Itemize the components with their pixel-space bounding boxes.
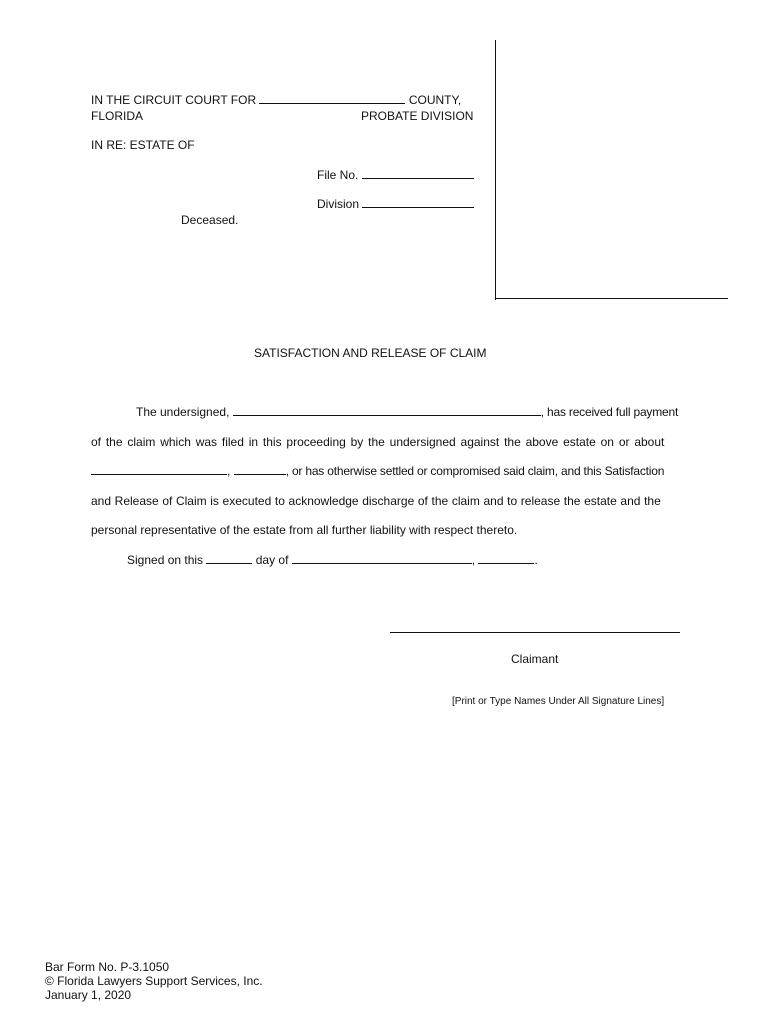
file-no-field[interactable] [362, 177, 474, 179]
day-of-label: day of [255, 553, 289, 567]
file-no-row [317, 168, 474, 183]
form-date: January 1, 2020 [45, 988, 132, 1002]
body-line-2-text: of the claim which was filed in this proceeding by the undersigned against the above estate on or about [91, 435, 665, 449]
court-line-prefix: IN THE CIRCUIT COURT FOR [91, 93, 257, 107]
signed-comma: , [471, 553, 476, 567]
document-title: SATISFACTION AND RELEASE OF CLAIM [254, 346, 487, 360]
undersigned-label: The undersigned, [136, 405, 230, 419]
body-line-4 [91, 494, 681, 509]
division-field[interactable] [362, 206, 474, 208]
deceased-label: Deceased. [181, 213, 239, 227]
caption-vertical-rule [495, 40, 496, 300]
signed-month-field[interactable] [292, 562, 472, 564]
copyright-line: © Florida Lawyers Support Services, Inc. [45, 974, 263, 988]
settled-text: , or has otherwise settled or compromised said claim, and this Satisfaction [285, 464, 665, 478]
signed-line [91, 553, 681, 568]
body-line-1 [91, 405, 681, 420]
caption-horizontal-rule [495, 298, 728, 299]
print-names-note: [Print or Type Names Under All Signature Lines] [452, 696, 665, 707]
bar-form-number: Bar Form No. P-3.1050 [45, 960, 170, 974]
claim-date-field[interactable] [91, 473, 227, 475]
state-label: FLORIDA [91, 109, 144, 123]
claim-date-comma: , [227, 464, 231, 478]
signed-period: . [534, 553, 538, 567]
file-no-label: File No. [317, 168, 359, 182]
body-line-5-text: personal representative of the estate from all further liability with respect thereto. [91, 523, 518, 537]
county-name-field[interactable] [259, 102, 405, 104]
signed-day-field[interactable] [206, 562, 252, 564]
body-line-3 [91, 464, 681, 479]
signed-year-field[interactable] [478, 562, 534, 564]
division-label: PROBATE DIVISION [361, 109, 474, 123]
claimant-name-field[interactable] [233, 414, 541, 416]
county-label: COUNTY, [408, 93, 462, 107]
division-row [317, 197, 474, 212]
body-line-4-text: and Release of Claim is executed to acknowledge discharge of the claim and to release the estate and the [91, 494, 661, 508]
claimant-label: Claimant [511, 652, 559, 666]
in-re-estate-label: IN RE: ESTATE OF [91, 138, 195, 152]
received-payment-text: , has received full payment [540, 405, 679, 419]
claim-year-field[interactable] [234, 473, 286, 475]
body-line-2 [91, 435, 681, 450]
court-line [91, 93, 461, 108]
signed-on-label: Signed on this [127, 553, 204, 567]
body-line-5 [91, 523, 681, 538]
division-field-label: Division [317, 197, 360, 211]
claimant-signature-line[interactable] [390, 632, 680, 633]
